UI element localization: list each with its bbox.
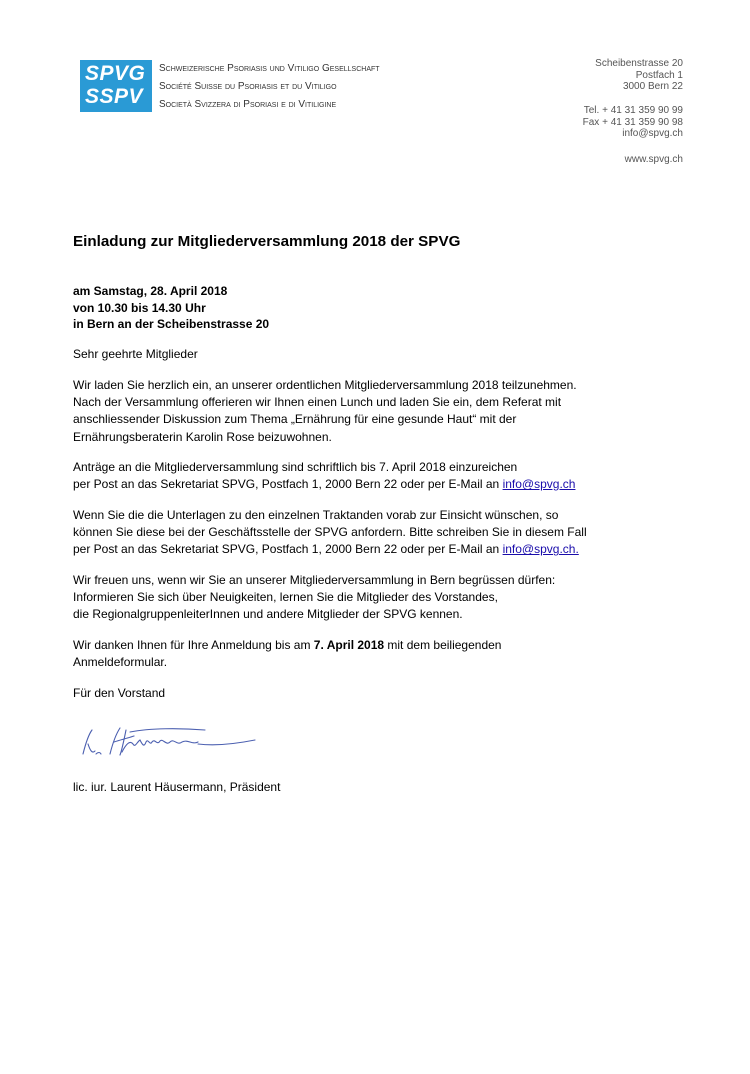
event-place: in Bern an der Scheibenstrasse 20 xyxy=(73,317,270,331)
paragraph-line: Anmeldeformular. xyxy=(73,655,168,670)
organization-names xyxy=(159,60,380,114)
paragraph-welcome xyxy=(73,572,693,624)
website: www.spvg.ch xyxy=(624,154,683,165)
paragraph-line: Anträge an die Mitgliederversammlung sind schriftlich bis 7. April 2018 einzureichen xyxy=(73,460,518,474)
address-city: 3000 Bern 22 xyxy=(622,81,683,92)
paragraph-proposals xyxy=(73,459,693,493)
email-link[interactable]: info@spvg.ch. xyxy=(502,542,579,557)
paragraph-line: Informieren Sie sich über Neuigkeiten, lernen Sie die Mitglieder des Vorstandes, xyxy=(73,590,498,605)
address-street: Scheibenstrasse 20 xyxy=(595,58,683,69)
paragraph-registration xyxy=(73,637,693,671)
letter-title: Einladung zur Mitgliederversammlung 2018 der SPVG xyxy=(73,233,461,250)
paragraph-line xyxy=(73,476,693,493)
paragraph-line-text: per Post an das Sekretariat SPVG, Postfach 1, 2000 Bern 22 oder per E-Mail an xyxy=(73,542,503,557)
paragraph-invitation xyxy=(73,377,693,446)
org-name-de: Schweizerische Psoriasis und Vitiligo Gesellschaft xyxy=(159,63,380,74)
email-link[interactable]: info@spvg.ch xyxy=(502,477,576,492)
logo-text-spvg: SPVG xyxy=(85,62,146,85)
paragraph-line: Nach der Versammlung offerieren wir Ihnen einen Lunch und laden Sie ein, dem Referat mit xyxy=(73,395,562,410)
paragraph-line xyxy=(73,637,693,654)
paragraph-line: die RegionalgruppenleiterInnen und andere Mitglieder der SPVG kennen. xyxy=(73,607,463,622)
paragraph-line: anschliessender Diskussion zum Thema „Ernährung für eine gesunde Haut“ mit der xyxy=(73,412,517,427)
paragraph-line xyxy=(73,541,693,558)
registration-deadline: 7. April 2018 xyxy=(313,638,385,652)
signer-name: lic. iur. Laurent Häusermann, Präsident xyxy=(73,780,281,794)
salutation: Sehr geehrte Mitglieder xyxy=(73,347,198,361)
paragraph-line-text: mit dem beiliegenden xyxy=(384,638,502,652)
paragraph-line: Wenn Sie die die Unterlagen zu den einzelnen Traktanden vorab zur Einsicht wünschen, so xyxy=(73,508,559,522)
paragraph-line-text: per Post an das Sekretariat SPVG, Postfach 1, 2000 Bern 22 oder per E-Mail an xyxy=(73,477,503,492)
closing: Für den Vorstand xyxy=(73,686,166,700)
paragraph-line: Ernährungsberaterin Karolin Rose beizuwohnen. xyxy=(73,429,332,444)
postal-address xyxy=(595,58,683,93)
paragraph-line: Wir laden Sie herzlich ein, an unserer ordentlichen Mitgliederversammlung 2018 teilzunehmen. xyxy=(73,378,577,392)
contact-info xyxy=(583,105,683,140)
fax-number: Fax + 41 31 359 90 98 xyxy=(582,116,683,128)
event-date: am Samstag, 28. April 2018 xyxy=(73,284,228,298)
event-details xyxy=(73,283,269,333)
paragraph-line-text: Wir danken Ihnen für Ihre Anmeldung bis am xyxy=(73,638,314,652)
paragraph-line: Wir freuen uns, wenn wir Sie an unserer Mitgliederversammlung in Bern begrüssen dürfen: xyxy=(73,573,556,587)
event-time: von 10.30 bis 14.30 Uhr xyxy=(73,300,206,315)
contact-email: info@spvg.ch xyxy=(622,128,683,139)
address-box: Postfach 1 xyxy=(635,69,683,81)
logo-text-sspv: SSPV xyxy=(85,85,144,108)
paragraph-line: können Sie diese bei der Geschäftsstelle der SPVG anfordern. Bitte schreiben Sie in diesem Fall xyxy=(73,525,587,540)
phone-number: Tel. + 41 31 359 90 99 xyxy=(583,105,683,116)
org-name-fr: Société Suisse du Psoriasis et du Vitiligo xyxy=(159,81,337,92)
handwritten-signature xyxy=(80,722,270,762)
spvg-logo xyxy=(80,60,152,112)
paragraph-documents xyxy=(73,507,693,559)
org-name-it: Società Svizzera di Psoriasi e di Vitiligine xyxy=(159,99,337,110)
